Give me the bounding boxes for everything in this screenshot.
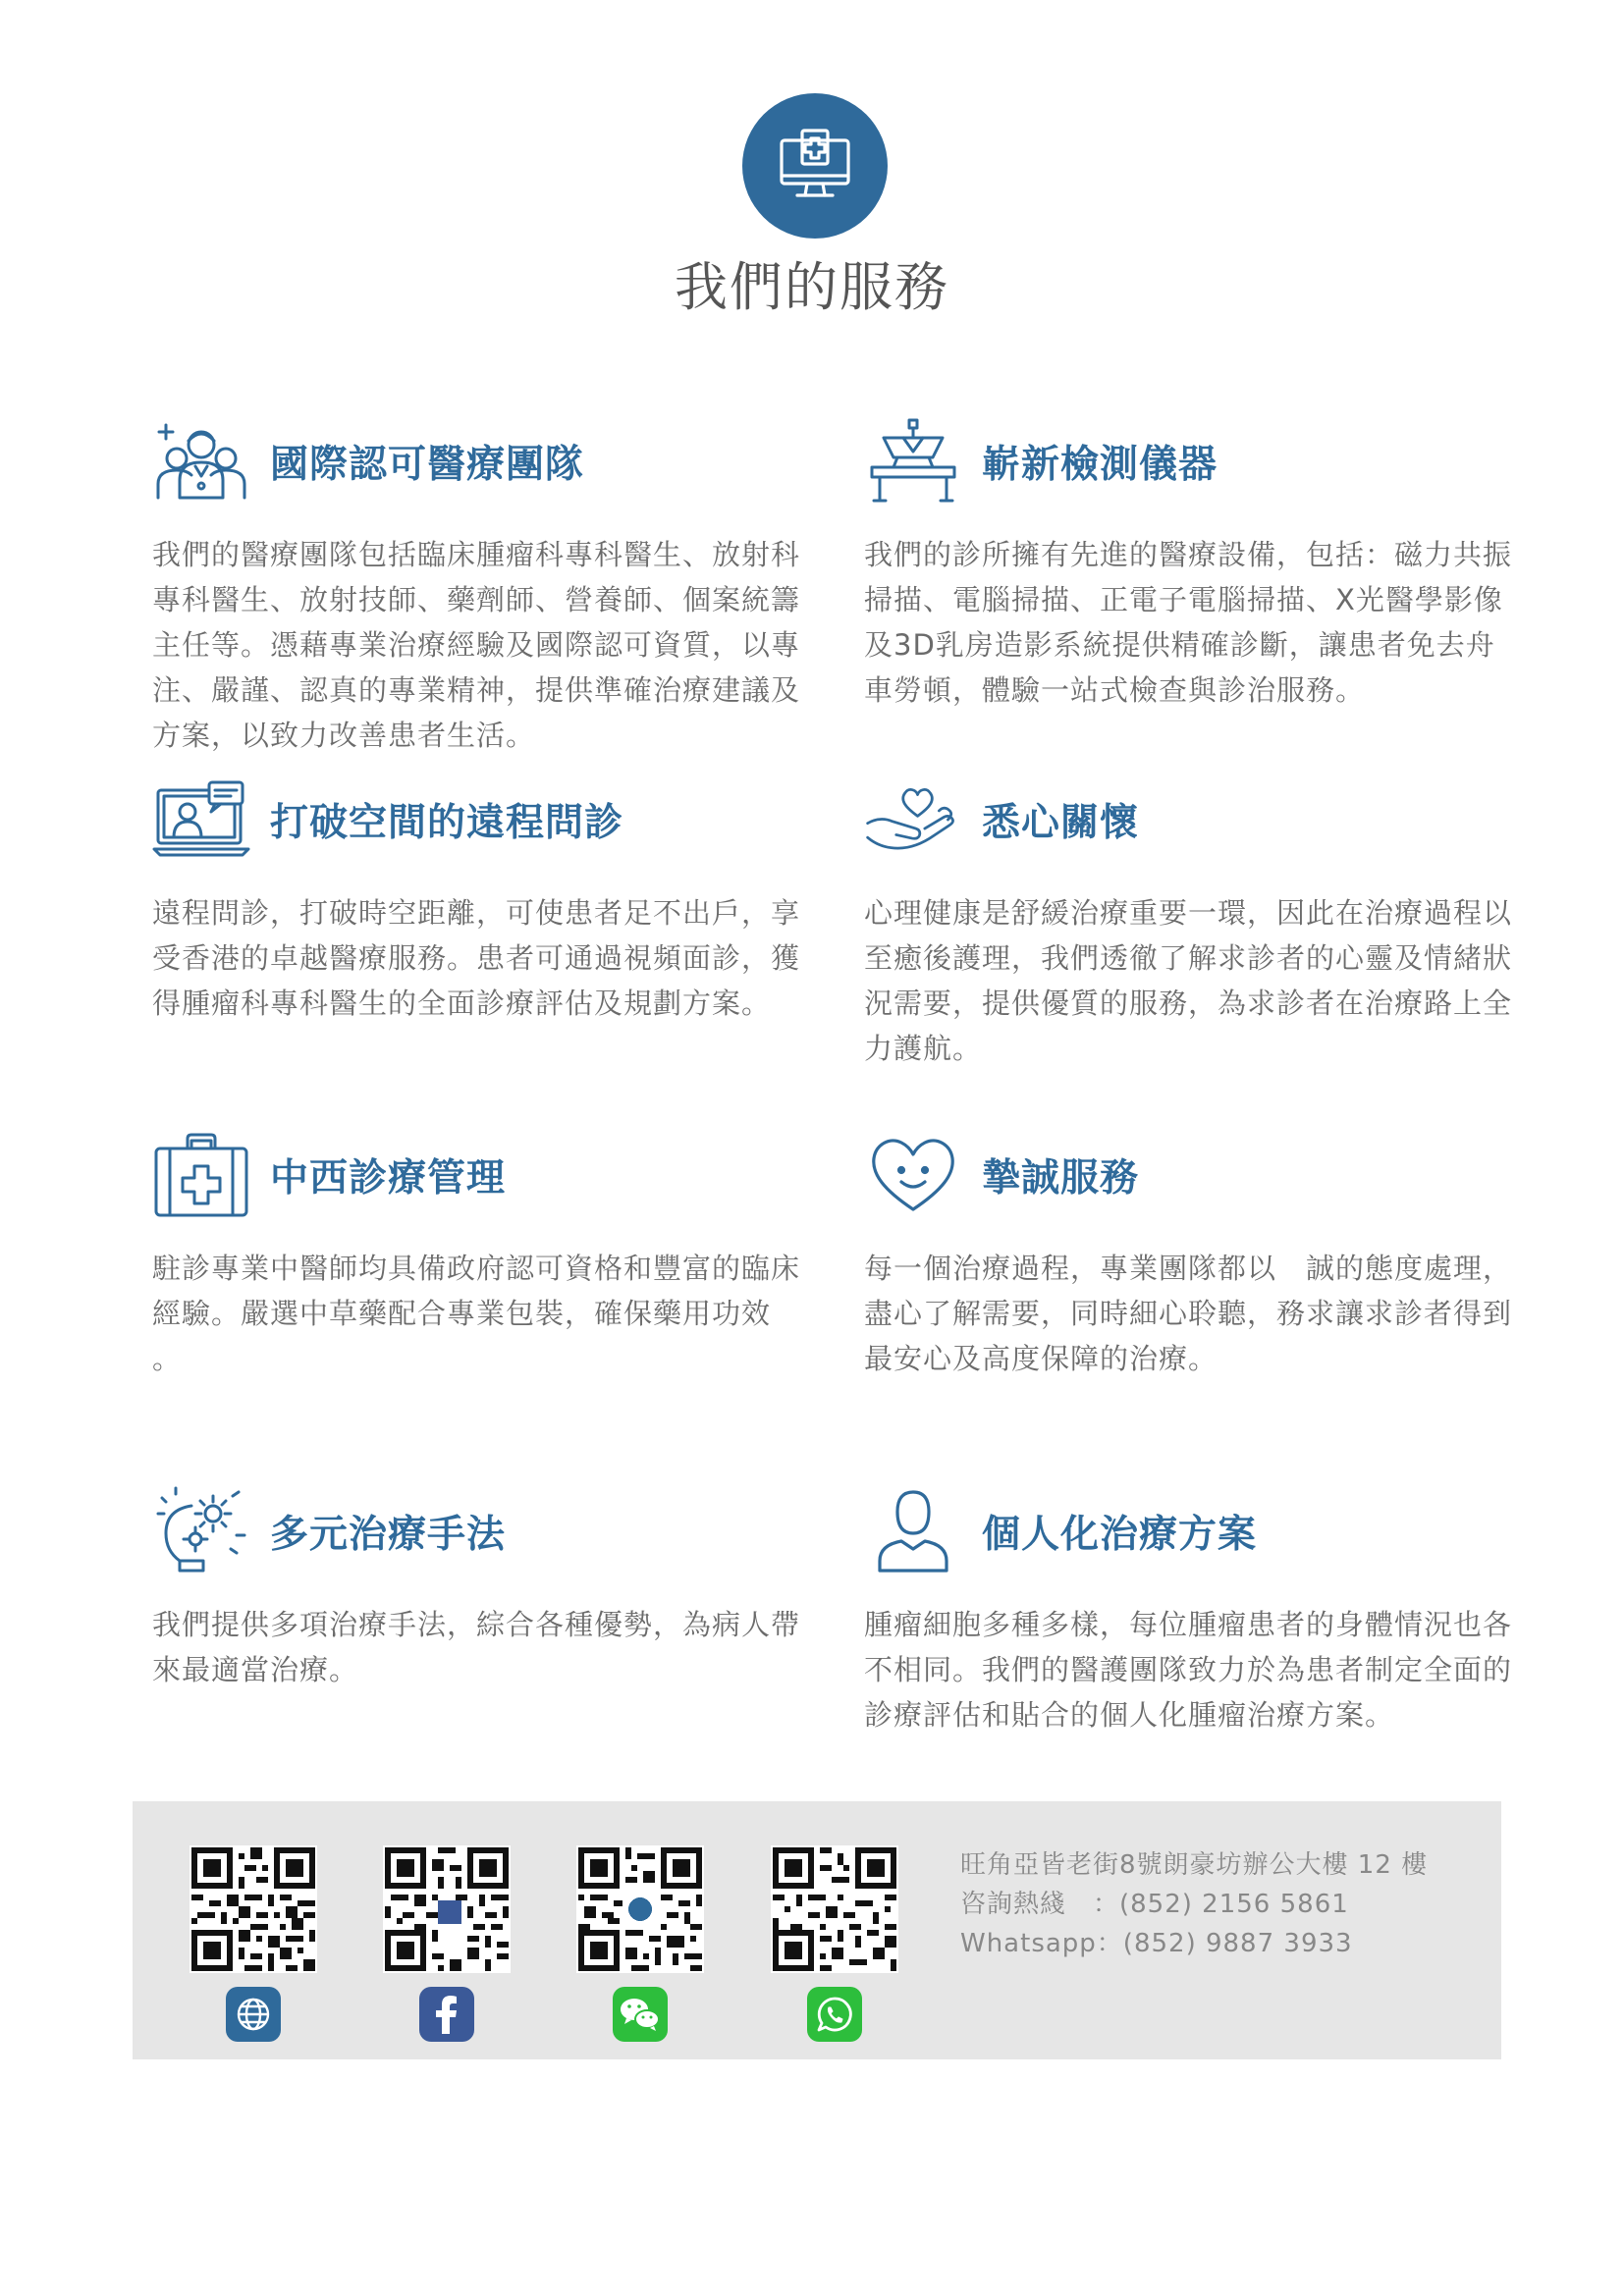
whatsapp-text[interactable]: Whatsapp：(852) 9887 3933 <box>960 1929 1353 1958</box>
service-care <box>864 771 1512 1071</box>
website-qr-code[interactable] <box>189 1845 317 1973</box>
service-title: 打破空間的遠程問診 <box>270 801 624 845</box>
service-description: 我們提供多項治療手法，綜合各種優勢，為病人帶來最適當治療。 <box>152 1608 801 1686</box>
whatsapp-icon[interactable] <box>807 1987 862 2042</box>
medical-kit-icon <box>152 1126 250 1224</box>
medical-monitor-icon <box>770 119 860 213</box>
service-telemedicine <box>152 771 800 1026</box>
hero-icon-circle <box>742 93 888 239</box>
facebook-qr-code[interactable] <box>383 1845 511 1973</box>
service-equipment <box>864 412 1512 713</box>
contact-footer <box>133 1801 1501 2059</box>
service-title: 個人化治療方案 <box>982 1513 1258 1557</box>
person-icon <box>864 1482 962 1580</box>
service-medical-team <box>152 412 800 758</box>
website-qr-block <box>189 1845 317 2042</box>
idea-gears-icon <box>152 1482 250 1580</box>
service-tcm <box>152 1126 800 1381</box>
caring-hand-heart-icon <box>864 771 962 869</box>
whatsapp-qr-code[interactable] <box>771 1845 898 1973</box>
service-description: 駐診專業中醫師均具備政府認可資格和豐富的臨床經驗。嚴選中草藥配合專業包裝，確保藥用功效 。 <box>152 1252 801 1375</box>
smiling-heart-icon <box>864 1126 962 1224</box>
service-personalized <box>864 1482 1512 1737</box>
service-description: 我們的診所擁有先進的醫療設備，包括：磁力共振掃描、電腦掃描、正電子電腦掃描、X光醫學影像及3D乳房造影系統提供精確診斷，讓患者免去舟車勞頓，體驗一站式檢查與診治服務。 <box>864 538 1513 707</box>
facebook-qr-block <box>383 1845 511 2042</box>
service-title: 悉心關懷 <box>982 801 1140 845</box>
service-description: 遠程問診，打破時空距離，可使患者足不出戶，享受香港的卓越醫療服務。患者可通過視頻面診，獲得腫瘤科專科醫生的全面診療評估及規劃方案。 <box>152 896 801 1020</box>
medical-team-icon <box>152 412 250 510</box>
diagnostic-equipment-icon <box>864 412 962 510</box>
service-description: 我們的醫療團隊包括臨床腫瘤科專科醫生、放射科專科醫生、放射技師、藥劑師、營養師、個案統籌主任等。憑藉專業治療經驗及國際認可資質，以專注、嚴謹、認真的專業精神，提供準確治療建議及方案，以致力改善患者生活。 <box>152 538 801 752</box>
service-title: 國際認可醫療團隊 <box>270 443 585 487</box>
service-title: 嶄新檢測儀器 <box>982 443 1218 487</box>
contact-info <box>960 1845 1428 1963</box>
service-description: 腫瘤細胞多種多樣，每位腫瘤患者的身體情況也各不相同。我們的醫護團隊致力於為患者制定全面的診療評估和貼合的個人化腫瘤治療方案。 <box>864 1608 1513 1732</box>
service-multi-therapy <box>152 1482 800 1692</box>
service-sincere <box>864 1126 1512 1381</box>
service-title: 多元治療手法 <box>270 1513 507 1557</box>
service-description: 每一個治療過程，專業團隊都以 誠的態度處理，盡心了解需要，同時細心聆聽，務求讓求診者得到最安心及高度保障的治療。 <box>864 1252 1513 1375</box>
wechat-icon[interactable] <box>613 1987 668 2042</box>
service-description: 心理健康是舒緩治療重要一環，因此在治療過程以至癒後護理，我們透徹了解求診者的心靈及情緒狀況需要，提供優質的服務，為求診者在治療路上全力護航。 <box>864 896 1513 1065</box>
globe-icon[interactable] <box>226 1987 281 2042</box>
address-text: 旺角亞皆老街8號朗豪坊辦公大樓 12 樓 <box>960 1850 1429 1880</box>
video-consultation-icon <box>152 771 250 869</box>
whatsapp-qr-block <box>771 1845 898 2042</box>
service-title: 摯誠服務 <box>982 1156 1140 1201</box>
wechat-qr-code[interactable] <box>576 1845 704 1973</box>
hotline-text[interactable]: 咨詢熱綫 ：(852) 2156 5861 <box>960 1890 1349 1919</box>
wechat-qr-block <box>576 1845 704 2042</box>
service-title: 中西診療管理 <box>270 1156 507 1201</box>
facebook-icon[interactable] <box>419 1987 474 2042</box>
page-title: 我們的服務 <box>675 256 949 318</box>
